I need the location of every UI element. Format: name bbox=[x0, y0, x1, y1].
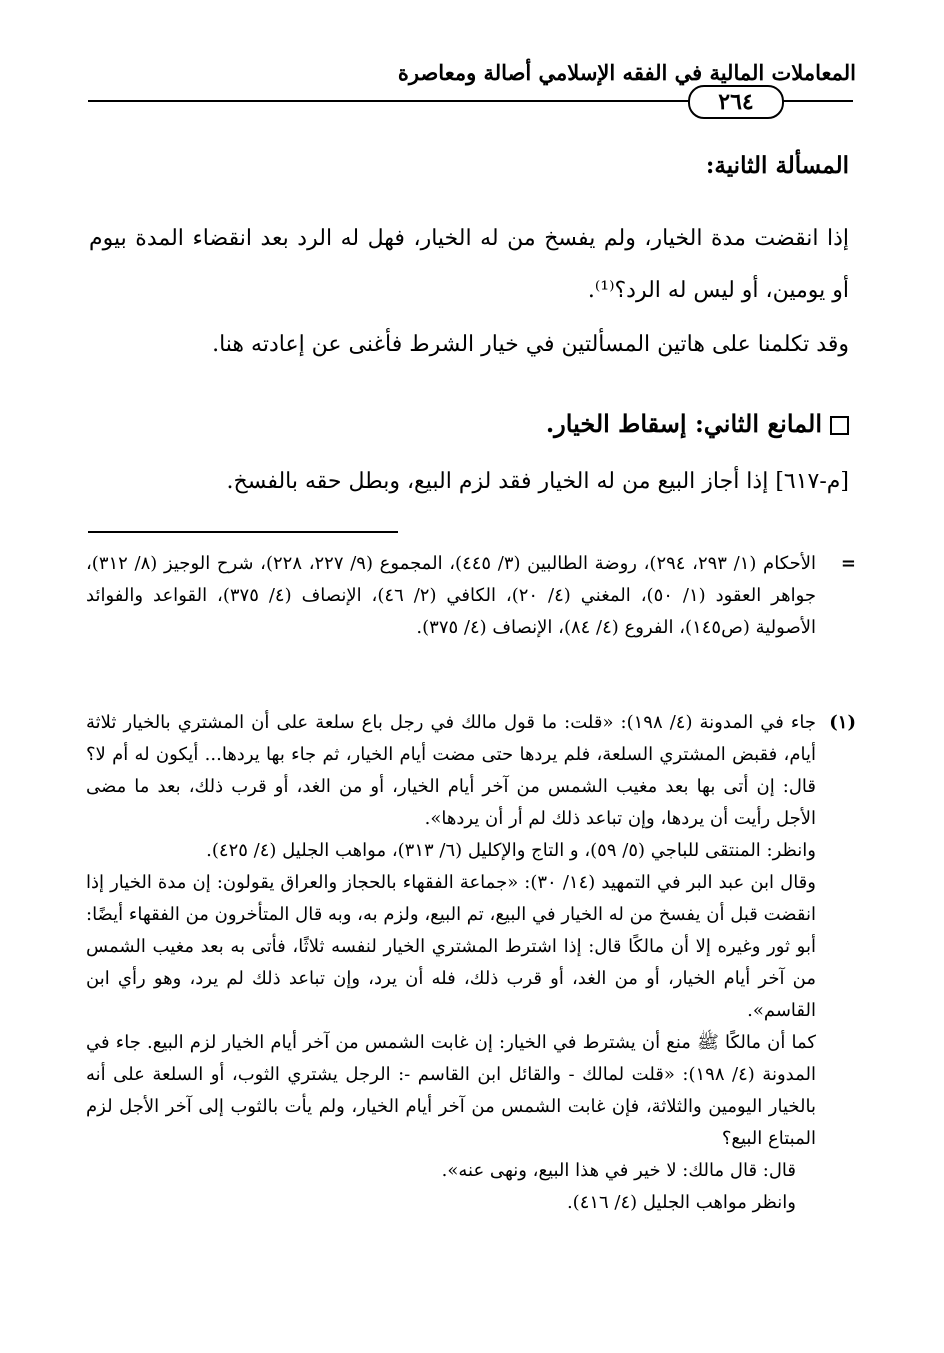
continuation-marker: = bbox=[840, 553, 856, 574]
continuation-text: الأحكام (١/ ٢٩٣، ٢٩٤)، روضة الطالبين (٣/ ٤٤٥)، المجموع (٩/ ٢٢٧، ٢٢٨)، شرح الوجيز (٨/ ٣١٢)، جواهر العقود (١/ ٥٠)، المغني (٤/ ٢٠)، الكافي (٢/ ٤٦)، الإنصاف (٤/ ٣٧٥)، القواعد والفوائد الأصولية (ص١٤٥)، الفروع (٤/ ٨٤)، الإنصاف (٤/ ٣٧٥). bbox=[86, 553, 817, 638]
paragraph-reference: وقد تكلمنا على هاتين المسألتين في خيار الشرط فأغنى عن إعادته هنا. bbox=[212, 332, 849, 357]
rule-paragraph: [م-٦١٧] إذا أجاز البيع من له الخيار فقد لزم البيع، وبطل حقه بالفسخ. bbox=[226, 469, 849, 494]
section-heading bbox=[89, 404, 849, 444]
footnote-continuation bbox=[86, 548, 856, 644]
footnote-1 bbox=[86, 707, 856, 1219]
page-number: ٢٦٤ bbox=[688, 85, 784, 119]
second-issue-heading: المسألة الثانية: bbox=[705, 152, 849, 179]
running-title: المعاملات المالية في الفقه الإسلامي أصالة ومعاصرة bbox=[397, 60, 856, 85]
footnote-paragraph: كما أن مالكًا ﷺ منع أن يشترط في الخيار: إن غابت الشمس من آخر أيام الخيار لزم البيع. جاء في المدونة (٤/ ١٩٨): «قلت لمالك - والقائل ابن القاسم -: الرجل يشتري الثوب، أو السلعة على أنه بالخيار اليومين والثلاثة، فإن غابت الشمس من آخر أيام الخيار، ولم يأت بالثوب إلى آخر الأجل لزم المبتاع البيع؟ bbox=[86, 1032, 816, 1149]
footnote-separator bbox=[88, 531, 398, 533]
footnote-paragraph: وانظر: المنتقى للباجي (٥/ ٥٩)، و التاج والإكليل (٦/ ٣١٣)، مواهب الجليل (٤/ ٤٢٥). bbox=[206, 840, 816, 861]
footnote-paragraph: جاء في المدونة (٤/ ١٩٨): «قلت: ما قول مالك في رجل باع سلعة على أن المشتري بالخيار ثلاثة أيام، فقبض المشتري السلعة، فلم يردها حتى مضت أيام الخيار، ثم جاء بها يردها... أيكون له أم لا؟ قال: إن أتى بها بعد مغيب الشمس من آخر أيام الخيار، أو من الغد، أو قرب ذلك، بعد ما مضى الأجل رأيت أن يردها، وإن تباعد ذلك لم أر أن يردها». bbox=[86, 712, 817, 829]
footnote-paragraph: وقال ابن عبد البر في التمهيد (١٤/ ٣٠): «جماعة الفقهاء بالحجاز والعراق يقولون: إن مدة الخيار إذا انقضت قبل أن يفسخ من له الخيار في البيع، تم البيع، ولزم به، وبه قال المتأخرون من الفقهاء أيضًا: أبو ثور وغيره إلا أن مالكًا قال: إذا اشترط المشتري الخيار لنفسه ثلاثًا، فأتى به بعد مغيب الشمس من آخر أيام الخيار، أو من الغد، أو قرب ذلك، فله أن يرد، وإن تباعد ذلك لم يرد، وهو رأي ابن القاسم». bbox=[86, 872, 816, 1021]
section-heading-text: المانع الثاني: إسقاط الخيار. bbox=[545, 409, 822, 438]
square-bullet-icon bbox=[830, 416, 849, 435]
footnote-paragraph: وانظر مواهب الجليل (٤/ ٤١٦). bbox=[566, 1192, 796, 1213]
paragraph-question: إذا انقضت مدة الخيار، ولم يفسخ من له الخيار، فهل له الرد بعد انقضاء المدة بيوم أو يومين، أو ليس له الرد؟⁽¹⁾. bbox=[89, 226, 849, 303]
footnote-1-marker: (١) bbox=[829, 712, 856, 733]
footnote-paragraph: قال: قال مالك: لا خير في هذا البيع، ونهى عنه». bbox=[441, 1160, 796, 1181]
footnote-1-body bbox=[86, 707, 816, 1219]
